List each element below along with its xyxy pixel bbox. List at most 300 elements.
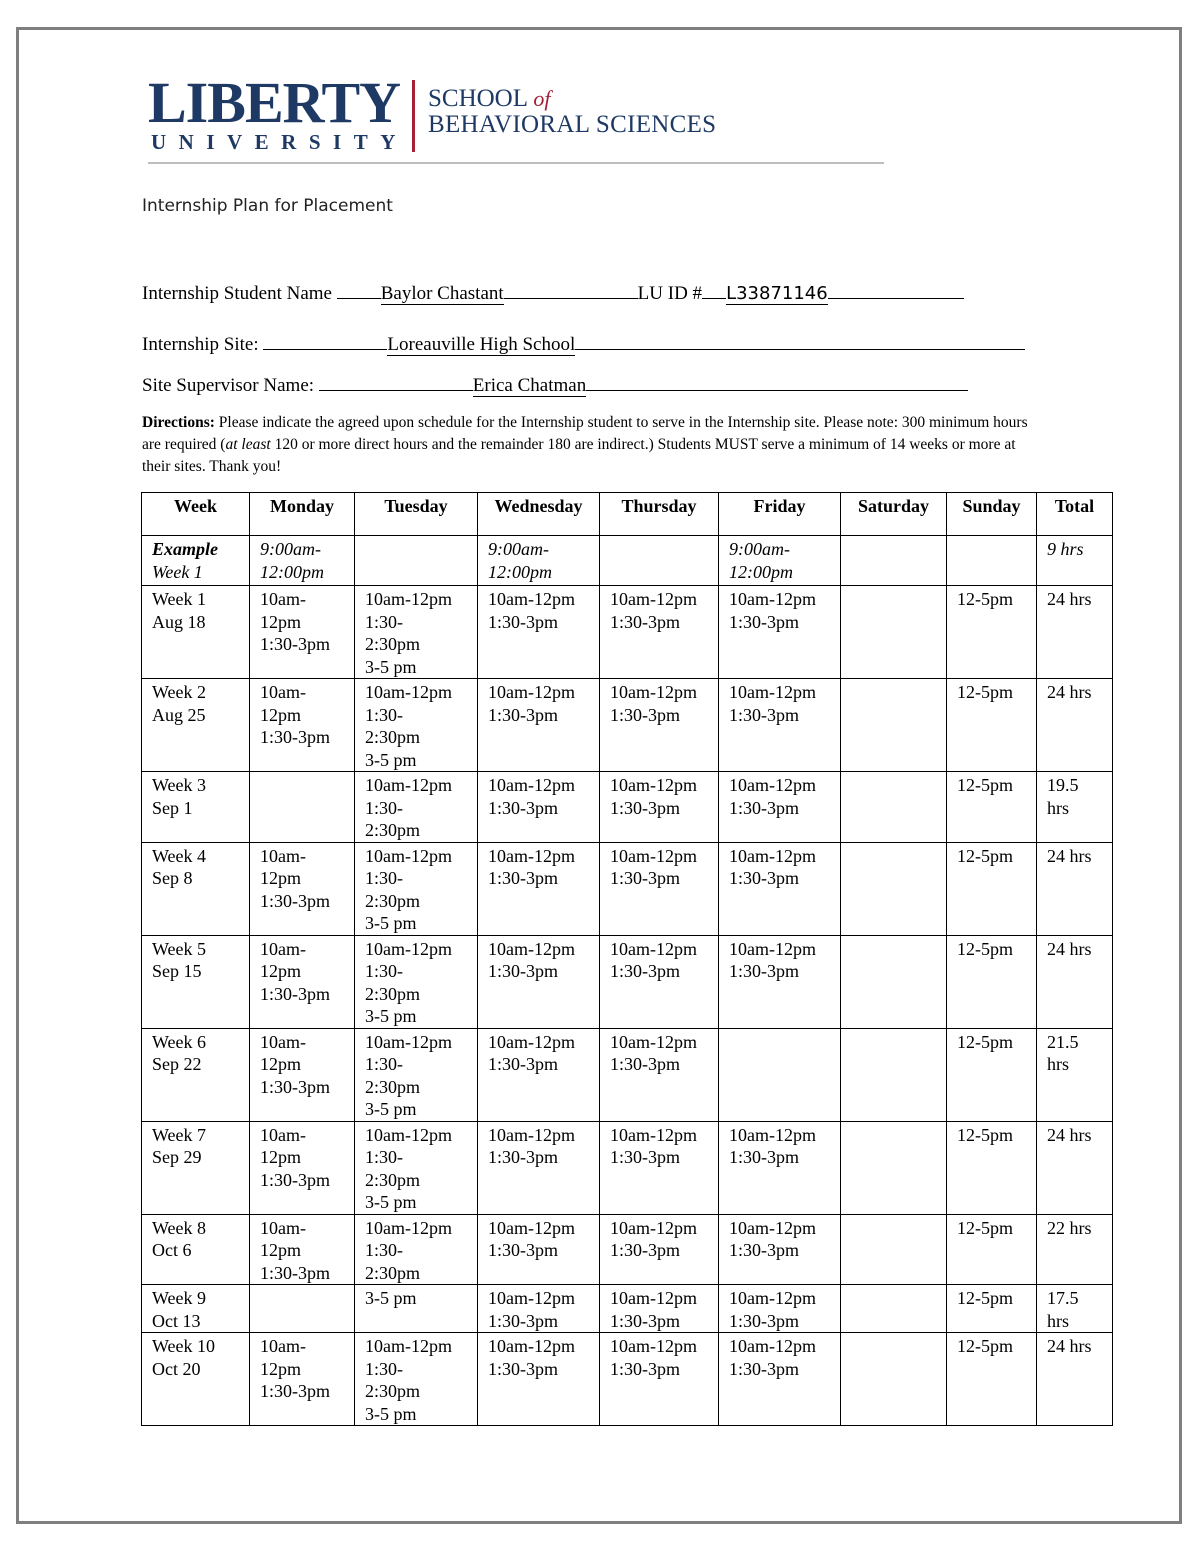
thursday-cell — [600, 1214, 719, 1285]
week-cell — [142, 586, 250, 679]
cell-text: 21.5 — [1047, 1031, 1079, 1052]
cell-text: 1:30-3pm — [260, 1262, 330, 1283]
table-row — [142, 1121, 1113, 1214]
cell-text: 10am- — [260, 682, 306, 702]
cell-text: 2:30pm — [365, 820, 421, 840]
example-saturday-cell — [841, 536, 947, 586]
cell-text: 3-5 pm — [365, 656, 417, 677]
cell-text: 1:30- — [365, 1054, 403, 1074]
cell-text: 12-5pm — [957, 775, 1013, 795]
table-row — [142, 1214, 1113, 1285]
tuesday-cell — [355, 1121, 478, 1214]
cell-text: 3-5 pm — [365, 1006, 417, 1026]
site-label: Internship Site: — [142, 334, 259, 355]
friday-cell — [719, 1333, 841, 1426]
cell-text: Oct 13 — [152, 1310, 201, 1331]
saturday-cell — [841, 586, 947, 679]
cell-text: 10am- — [260, 1124, 306, 1145]
cell-text: 1:30-3pm — [729, 868, 799, 888]
cell-text: Sep 1 — [152, 797, 193, 818]
logo-liberty-text: LIBERTY — [148, 70, 401, 135]
table-row — [142, 1285, 1113, 1333]
cell-text: Week 10 — [152, 1336, 216, 1356]
week-cell — [142, 772, 250, 843]
sunday-cell — [947, 1333, 1037, 1426]
table-row — [142, 1028, 1113, 1121]
example-tuesday-cell — [355, 536, 478, 586]
cell-text: 10am-12pm — [729, 1217, 816, 1238]
cell-text: 10am-12pm — [365, 1031, 452, 1052]
sunday-cell — [947, 935, 1037, 1028]
sunday-cell — [947, 679, 1037, 772]
cell-text: 10am-12pm — [610, 682, 697, 702]
cell-text: 2:30pm — [365, 1169, 421, 1190]
example-monday-cell: 9:00am- 12:00pm — [250, 536, 355, 586]
saturday-cell — [841, 772, 947, 843]
total-cell — [1037, 1121, 1113, 1214]
cell-text: Week 3 — [152, 775, 207, 795]
cell-text: 2:30pm — [365, 727, 421, 747]
tuesday-cell — [355, 772, 478, 843]
cell-text: 10am- — [260, 589, 306, 609]
saturday-cell — [841, 1214, 947, 1285]
cell-text: 10am-12pm — [610, 1336, 697, 1356]
friday-cell — [719, 1214, 841, 1285]
cell-text: Sep 15 — [152, 961, 202, 981]
student-name-line — [142, 282, 964, 305]
cell-text: 12pm — [260, 704, 302, 725]
col-header-saturday: Saturday — [841, 493, 947, 536]
monday-cell — [250, 1028, 355, 1121]
example-wednesday-cell: 9:00am- 12:00pm — [478, 536, 600, 586]
wednesday-cell — [478, 1333, 600, 1426]
cell-text: Week 1 — [152, 589, 207, 609]
cell-text: 10am-12pm — [729, 1336, 816, 1356]
week-cell — [142, 1028, 250, 1121]
wednesday-cell — [478, 1028, 600, 1121]
example-friday-cell: 9:00am- 12:00pm — [719, 536, 841, 586]
cell-text: Sep 29 — [152, 1147, 202, 1167]
total-cell — [1037, 842, 1113, 935]
cell-text: 10am-12pm — [610, 845, 697, 866]
cell-text: 12pm — [260, 611, 302, 632]
thursday-cell — [600, 1285, 719, 1333]
cell-text: 3-5 pm — [365, 1288, 417, 1308]
sunday-cell — [947, 772, 1037, 843]
cell-text: 10am-12pm — [365, 1217, 452, 1238]
supervisor-label: Site Supervisor Name: — [142, 375, 315, 396]
cell-text: Week 4 — [152, 845, 207, 866]
cell-text: Week 5 — [152, 938, 207, 959]
directions-paragraph: Directions: Please indicate the agreed upon schedule for the Internship student to serve in the Internship site. Please note: 300 minimum hours are required (at least 120 or more direct hours and the remainder 180 are indirect.) Students MUST serve a minimum of 14 weeks or more at their sites. Thank you! — [142, 414, 1028, 475]
wednesday-cell — [478, 935, 600, 1028]
cell-text: 1:30-3pm — [610, 1310, 680, 1331]
cell-text: 1:30- — [365, 868, 403, 888]
example-sunday-cell — [947, 536, 1037, 586]
cell-text: 24 hrs — [1047, 1336, 1092, 1356]
cell-text: 1:30- — [365, 961, 403, 981]
cell-text: 10am-12pm — [488, 1031, 575, 1052]
cell-text: 10am-12pm — [365, 682, 452, 702]
cell-text: 12-5pm — [957, 1217, 1013, 1238]
thursday-cell — [600, 842, 719, 935]
cell-text: 10am-12pm — [729, 589, 816, 609]
saturday-cell — [841, 935, 947, 1028]
monday-cell — [250, 935, 355, 1028]
sunday-cell — [947, 1214, 1037, 1285]
cell-text: Aug 25 — [152, 704, 206, 725]
cell-text: 10am-12pm — [729, 938, 816, 959]
cell-text: 2:30pm — [365, 1381, 421, 1401]
luid-value: L33871146 — [726, 283, 828, 304]
col-header-monday: Monday — [250, 493, 355, 536]
cell-text: 12-5pm — [957, 1124, 1013, 1145]
cell-text: 1:30-3pm — [488, 1054, 558, 1074]
cell-text: Oct 6 — [152, 1240, 192, 1260]
saturday-cell — [841, 1285, 947, 1333]
table-header-row — [142, 493, 1113, 536]
table-row — [142, 679, 1113, 772]
cell-text: 1:30-3pm — [610, 1147, 680, 1167]
saturday-cell — [841, 1121, 947, 1214]
cell-text: 10am-12pm — [729, 1288, 816, 1308]
luid-label: LU ID # — [637, 283, 703, 304]
total-cell — [1037, 586, 1113, 679]
cell-text: Aug 18 — [152, 611, 206, 632]
tuesday-cell — [355, 842, 478, 935]
cell-text: 19.5 — [1047, 775, 1079, 795]
cell-text: 1:30-3pm — [488, 1358, 558, 1379]
cell-text: 2:30pm — [365, 1262, 421, 1283]
total-cell — [1037, 1285, 1113, 1333]
cell-text: 1:30-3pm — [260, 1076, 330, 1097]
cell-text: 12-5pm — [957, 589, 1013, 609]
monday-cell — [250, 842, 355, 935]
sunday-cell — [947, 1028, 1037, 1121]
sunday-cell — [947, 586, 1037, 679]
cell-text: 1:30- — [365, 1240, 403, 1260]
total-cell — [1037, 1333, 1113, 1426]
cell-text: 1:30-3pm — [488, 961, 558, 981]
cell-text: 1:30-3pm — [260, 1169, 330, 1190]
cell-text: 10am-12pm — [729, 1124, 816, 1145]
cell-text: 10am-12pm — [610, 1288, 697, 1308]
cell-text: 12-5pm — [957, 1336, 1013, 1356]
cell-text: 1:30-3pm — [729, 611, 799, 632]
cell-text: 2:30pm — [365, 1076, 421, 1097]
sunday-cell — [947, 1121, 1037, 1214]
header-rule — [148, 162, 884, 164]
week-cell — [142, 935, 250, 1028]
cell-text: 1:30-3pm — [260, 1381, 330, 1401]
tuesday-cell — [355, 935, 478, 1028]
table-row — [142, 935, 1113, 1028]
cell-text: hrs — [1047, 1310, 1069, 1331]
cell-text: 10am-12pm — [488, 1288, 575, 1308]
col-header-thursday: Thursday — [600, 493, 719, 536]
student-name-value: Baylor Chastant — [380, 283, 504, 304]
week-cell — [142, 1121, 250, 1214]
cell-text: 12pm — [260, 1358, 302, 1379]
cell-text: 1:30-3pm — [729, 1310, 799, 1331]
wednesday-cell — [478, 842, 600, 935]
total-cell — [1037, 772, 1113, 843]
tuesday-cell — [355, 1333, 478, 1426]
cell-text: 10am-12pm — [365, 845, 452, 866]
week-cell — [142, 679, 250, 772]
cell-text: 1:30-3pm — [610, 797, 680, 818]
cell-text: hrs — [1047, 797, 1069, 818]
col-header-wednesday: Wednesday — [478, 493, 600, 536]
supervisor-line — [142, 374, 968, 397]
col-header-friday: Friday — [719, 493, 841, 536]
monday-cell — [250, 1214, 355, 1285]
cell-text: 24 hrs — [1047, 1124, 1092, 1145]
student-name-label: Internship Student Name — [142, 283, 332, 304]
cell-text: 10am-12pm — [610, 1124, 697, 1145]
cell-text: hrs — [1047, 1054, 1069, 1074]
cell-text: 10am-12pm — [488, 589, 575, 609]
sunday-cell — [947, 842, 1037, 935]
monday-cell — [250, 1121, 355, 1214]
cell-text: 10am-12pm — [488, 682, 575, 702]
example-week-cell: Example Week 1 — [142, 536, 250, 586]
cell-text: 1:30-3pm — [260, 890, 330, 911]
example-total-cell: 9 hrs — [1037, 536, 1113, 586]
table-row — [142, 772, 1113, 843]
cell-text: 3-5 pm — [365, 1099, 417, 1119]
cell-text: 10am-12pm — [488, 1336, 575, 1356]
friday-cell — [719, 679, 841, 772]
cell-text: 1:30-3pm — [610, 868, 680, 888]
col-header-week: Week — [142, 493, 250, 536]
cell-text: 12-5pm — [957, 1288, 1013, 1308]
thursday-cell — [600, 679, 719, 772]
cell-text: 1:30- — [365, 611, 403, 632]
cell-text: 2:30pm — [365, 890, 421, 911]
cell-text: 17.5 — [1047, 1288, 1079, 1308]
cell-text: 1:30-3pm — [610, 1240, 680, 1260]
monday-cell — [250, 1333, 355, 1426]
cell-text: 1:30-3pm — [729, 961, 799, 981]
cell-text: 10am-12pm — [729, 845, 816, 866]
cell-text: 3-5 pm — [365, 1403, 417, 1424]
cell-text: 10am-12pm — [488, 938, 575, 959]
wednesday-cell — [478, 586, 600, 679]
cell-text: 1:30-3pm — [729, 1358, 799, 1379]
supervisor-value: Erica Chatman — [472, 375, 587, 396]
cell-text: 1:30-3pm — [729, 797, 799, 818]
week-cell — [142, 1214, 250, 1285]
cell-text: 3-5 pm — [365, 749, 417, 770]
saturday-cell — [841, 842, 947, 935]
cell-text: 1:30-3pm — [610, 704, 680, 725]
col-header-sunday: Sunday — [947, 493, 1037, 536]
document-title: Internship Plan for Placement — [142, 196, 393, 216]
cell-text: 12-5pm — [957, 845, 1013, 866]
cell-text: 22 hrs — [1047, 1217, 1092, 1238]
friday-cell — [719, 935, 841, 1028]
table-row — [142, 842, 1113, 935]
cell-text: 1:30-3pm — [488, 868, 558, 888]
site-line — [142, 333, 1025, 356]
cell-text: 2:30pm — [365, 983, 421, 1004]
total-cell — [1037, 935, 1113, 1028]
cell-text: 1:30-3pm — [260, 634, 330, 654]
tuesday-cell — [355, 1028, 478, 1121]
tuesday-cell — [355, 1285, 478, 1333]
total-cell — [1037, 1214, 1113, 1285]
cell-text: 10am- — [260, 1217, 306, 1238]
saturday-cell — [841, 1028, 947, 1121]
logo-divider — [412, 80, 415, 152]
cell-text: 1:30-3pm — [729, 1147, 799, 1167]
schedule-table — [141, 492, 1113, 1426]
cell-text: Week 6 — [152, 1031, 207, 1052]
thursday-cell — [600, 1121, 719, 1214]
wednesday-cell — [478, 1121, 600, 1214]
tuesday-cell — [355, 679, 478, 772]
cell-text: 2:30pm — [365, 634, 421, 654]
cell-text: 1:30- — [365, 704, 403, 725]
friday-cell — [719, 1285, 841, 1333]
monday-cell — [250, 586, 355, 679]
cell-text: 10am-12pm — [488, 1124, 575, 1145]
cell-text: Oct 20 — [152, 1358, 201, 1379]
table-row — [142, 1333, 1113, 1426]
cell-text: 10am-12pm — [610, 775, 697, 795]
cell-text: 24 hrs — [1047, 589, 1092, 609]
friday-cell — [719, 842, 841, 935]
cell-text: 12pm — [260, 868, 302, 888]
wednesday-cell — [478, 772, 600, 843]
cell-text: 3-5 pm — [365, 1192, 417, 1212]
wednesday-cell — [478, 679, 600, 772]
cell-text: 10am-12pm — [365, 1336, 452, 1356]
cell-text: 24 hrs — [1047, 682, 1092, 702]
monday-cell — [250, 1285, 355, 1333]
cell-text: 1:30-3pm — [488, 611, 558, 632]
cell-text: 1:30- — [365, 797, 403, 818]
cell-text: 1:30-3pm — [729, 704, 799, 725]
thursday-cell — [600, 935, 719, 1028]
cell-text: 10am-12pm — [488, 1217, 575, 1238]
cell-text: 12-5pm — [957, 682, 1013, 702]
saturday-cell — [841, 1333, 947, 1426]
cell-text: 10am- — [260, 938, 306, 959]
cell-text: Sep 22 — [152, 1054, 202, 1074]
cell-text: Week 9 — [152, 1288, 207, 1308]
cell-text: 10am-12pm — [729, 682, 816, 702]
sunday-cell — [947, 1285, 1037, 1333]
col-header-total: Total — [1037, 493, 1113, 536]
cell-text: 12-5pm — [957, 938, 1013, 959]
monday-cell — [250, 679, 355, 772]
logo-university-text: UNIVERSITY — [151, 130, 408, 154]
week-cell — [142, 1333, 250, 1426]
thursday-cell — [600, 1028, 719, 1121]
wednesday-cell — [478, 1285, 600, 1333]
cell-text: 10am-12pm — [610, 938, 697, 959]
cell-text: 1:30-3pm — [610, 611, 680, 632]
cell-text: 10am-12pm — [610, 1217, 697, 1238]
friday-cell — [719, 586, 841, 679]
cell-text: 1:30-3pm — [260, 983, 330, 1004]
cell-text: 10am-12pm — [729, 775, 816, 795]
wednesday-cell — [478, 1214, 600, 1285]
cell-text: 3-5 pm — [365, 913, 417, 933]
cell-text: 10am-12pm — [365, 589, 452, 609]
table-row — [142, 586, 1113, 679]
tuesday-cell — [355, 1214, 478, 1285]
cell-text: 12pm — [260, 1240, 302, 1260]
friday-cell — [719, 772, 841, 843]
friday-cell — [719, 1028, 841, 1121]
cell-text: 1:30- — [365, 1147, 403, 1167]
cell-text: Sep 8 — [152, 868, 193, 888]
tuesday-cell — [355, 586, 478, 679]
cell-text: 12pm — [260, 1147, 302, 1167]
thursday-cell — [600, 586, 719, 679]
cell-text: 10am-12pm — [610, 1031, 697, 1052]
cell-text: 1:30-3pm — [610, 1358, 680, 1379]
cell-text: 1:30-3pm — [488, 1310, 558, 1331]
col-header-tuesday: Tuesday — [355, 493, 478, 536]
saturday-cell — [841, 679, 947, 772]
cell-text: 10am- — [260, 845, 306, 866]
cell-text: 1:30-3pm — [260, 727, 330, 747]
cell-text: 10am-12pm — [488, 775, 575, 795]
week-cell — [142, 1285, 250, 1333]
cell-text: 1:30-3pm — [488, 704, 558, 725]
cell-text: 10am-12pm — [365, 775, 452, 795]
cell-text: 12pm — [260, 961, 302, 981]
cell-text: 12pm — [260, 1054, 302, 1074]
table-row-example — [142, 536, 1113, 586]
cell-text: 24 hrs — [1047, 938, 1092, 959]
cell-text: 1:30-3pm — [488, 797, 558, 818]
cell-text: 10am- — [260, 1031, 306, 1052]
cell-text: Week 8 — [152, 1217, 207, 1238]
thursday-cell — [600, 772, 719, 843]
cell-text: 10am-12pm — [365, 1124, 452, 1145]
cell-text: 1:30-3pm — [488, 1240, 558, 1260]
cell-text: Week 2 — [152, 682, 207, 702]
monday-cell — [250, 772, 355, 843]
cell-text: 1:30- — [365, 1358, 403, 1379]
total-cell — [1037, 679, 1113, 772]
week-cell — [142, 842, 250, 935]
cell-text: 1:30-3pm — [729, 1240, 799, 1260]
friday-cell — [719, 1121, 841, 1214]
cell-text: 10am-12pm — [365, 938, 452, 959]
cell-text: 10am- — [260, 1336, 306, 1356]
thursday-cell — [600, 1333, 719, 1426]
logo-school-text: SCHOOL of — [428, 85, 551, 112]
cell-text: 10am-12pm — [488, 845, 575, 866]
cell-text: 1:30-3pm — [488, 1147, 558, 1167]
cell-text: Week 7 — [152, 1124, 207, 1145]
example-thursday-cell — [600, 536, 719, 586]
site-value: Loreauville High School — [387, 334, 576, 355]
cell-text: 24 hrs — [1047, 845, 1092, 866]
cell-text: 1:30-3pm — [610, 1054, 680, 1074]
total-cell — [1037, 1028, 1113, 1121]
cell-text: 12-5pm — [957, 1031, 1013, 1052]
cell-text: 1:30-3pm — [610, 961, 680, 981]
logo-sciences-text: BEHAVIORAL SCIENCES — [428, 111, 717, 138]
cell-text: 10am-12pm — [610, 589, 697, 609]
